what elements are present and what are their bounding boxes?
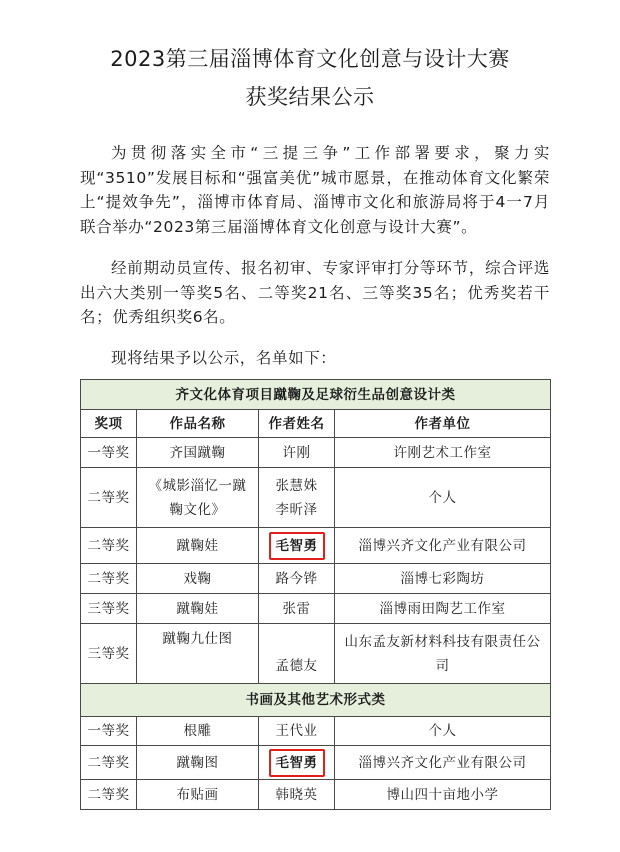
table-row xyxy=(81,438,551,468)
author-cell xyxy=(259,746,335,780)
page-bottom-edge xyxy=(0,840,620,852)
section-title: 书画及其他艺术形式类 xyxy=(81,684,551,717)
award-cell: 一等奖 xyxy=(81,438,137,468)
table-row xyxy=(81,528,551,564)
author-name: 张慧姝 xyxy=(275,477,318,494)
work-cell: 齐国蹴鞠 xyxy=(137,438,259,468)
author-cell: 许刚 xyxy=(259,438,335,468)
award-cell: 二等奖 xyxy=(81,564,137,594)
author-cell: 韩晓英 xyxy=(259,780,335,810)
unit-cell: 淄博兴齐文化产业有限公司 xyxy=(335,528,551,564)
column-header-award: 奖项 xyxy=(81,410,137,438)
work-cell: 蹴鞠九仕图 xyxy=(137,624,259,684)
unit-cell: 个人 xyxy=(335,717,551,746)
award-cell: 二等奖 xyxy=(81,468,137,528)
author-cell: 张雷 xyxy=(259,594,335,624)
section-title: 齐文化体育项目蹴鞠及足球衍生品创意设计类 xyxy=(81,380,551,410)
author-cell xyxy=(259,528,335,564)
author-cell: 孟德友 xyxy=(259,624,335,684)
award-cell: 一等奖 xyxy=(81,717,137,746)
award-results-table xyxy=(80,379,551,810)
table-row xyxy=(81,717,551,746)
author-name: 李昕泽 xyxy=(275,501,318,518)
award-cell: 二等奖 xyxy=(81,780,137,810)
unit-cell: 山东孟友新材料科技有限责任公司 xyxy=(335,624,551,684)
author-cell xyxy=(259,468,335,528)
table-row xyxy=(81,594,551,624)
unit-cell: 淄博七彩陶坊 xyxy=(335,564,551,594)
table-row xyxy=(81,624,551,684)
author-cell: 路今铧 xyxy=(259,564,335,594)
highlighted-author-name: 毛智勇 xyxy=(269,532,325,560)
award-cell: 二等奖 xyxy=(81,528,137,564)
intro-paragraph: 为贯彻落实全市“三提三争”工作部署要求，聚力实现“3510”发展目标和“强富美优”城市愿景，在推动体育文化繁荣上“提效争先”，淄博市体育局、淄博市文化和旅游局将于4一7月联合举办“2023第三届淄博体育文化创意与设计大赛”。 xyxy=(80,144,550,236)
column-header-work: 作品名称 xyxy=(137,410,259,438)
work-cell: 布贴画 xyxy=(137,780,259,810)
work-cell: 根雕 xyxy=(137,717,259,746)
award-cell: 二等奖 xyxy=(81,746,137,780)
highlighted-author-name: 毛智勇 xyxy=(269,749,325,777)
table-row xyxy=(81,746,551,780)
document-title: 2023第三届淄博体育文化创意与设计大赛 xyxy=(110,47,510,71)
work-cell: 蹴鞠图 xyxy=(137,746,259,780)
column-header-row xyxy=(81,410,551,438)
section-header-row xyxy=(81,380,551,410)
table-row xyxy=(81,468,551,528)
unit-cell: 淄博兴齐文化产业有限公司 xyxy=(335,746,551,780)
section-header-row xyxy=(81,684,551,717)
column-header-author: 作者姓名 xyxy=(259,410,335,438)
document-subtitle: 获奖结果公示 xyxy=(245,85,375,109)
work-cell: 蹴鞠娃 xyxy=(137,594,259,624)
table-row xyxy=(81,780,551,810)
work-cell: 戏鞠 xyxy=(137,564,259,594)
list-intro-paragraph: 现将结果予以公示，名单如下： xyxy=(111,349,337,367)
table-row xyxy=(81,564,551,594)
unit-cell: 博山四十亩地小学 xyxy=(335,780,551,810)
unit-cell: 淄博雨田陶艺工作室 xyxy=(335,594,551,624)
award-cell: 三等奖 xyxy=(81,624,137,684)
work-cell: 蹴鞠娃 xyxy=(137,528,259,564)
work-cell: 《城影淄忆一蹴鞠文化》 xyxy=(137,468,259,528)
author-cell: 王代业 xyxy=(259,717,335,746)
column-header-unit: 作者单位 xyxy=(335,410,551,438)
award-cell: 三等奖 xyxy=(81,594,137,624)
unit-cell: 个人 xyxy=(335,468,551,528)
results-summary-paragraph: 经前期动员宣传、报名初审、专家评审打分等环节，综合评选出六大类别一等奖5名、二等奖21名、三等奖35名；优秀奖若干名；优秀组织奖6名。 xyxy=(80,259,550,326)
unit-cell: 许刚艺术工作室 xyxy=(335,438,551,468)
